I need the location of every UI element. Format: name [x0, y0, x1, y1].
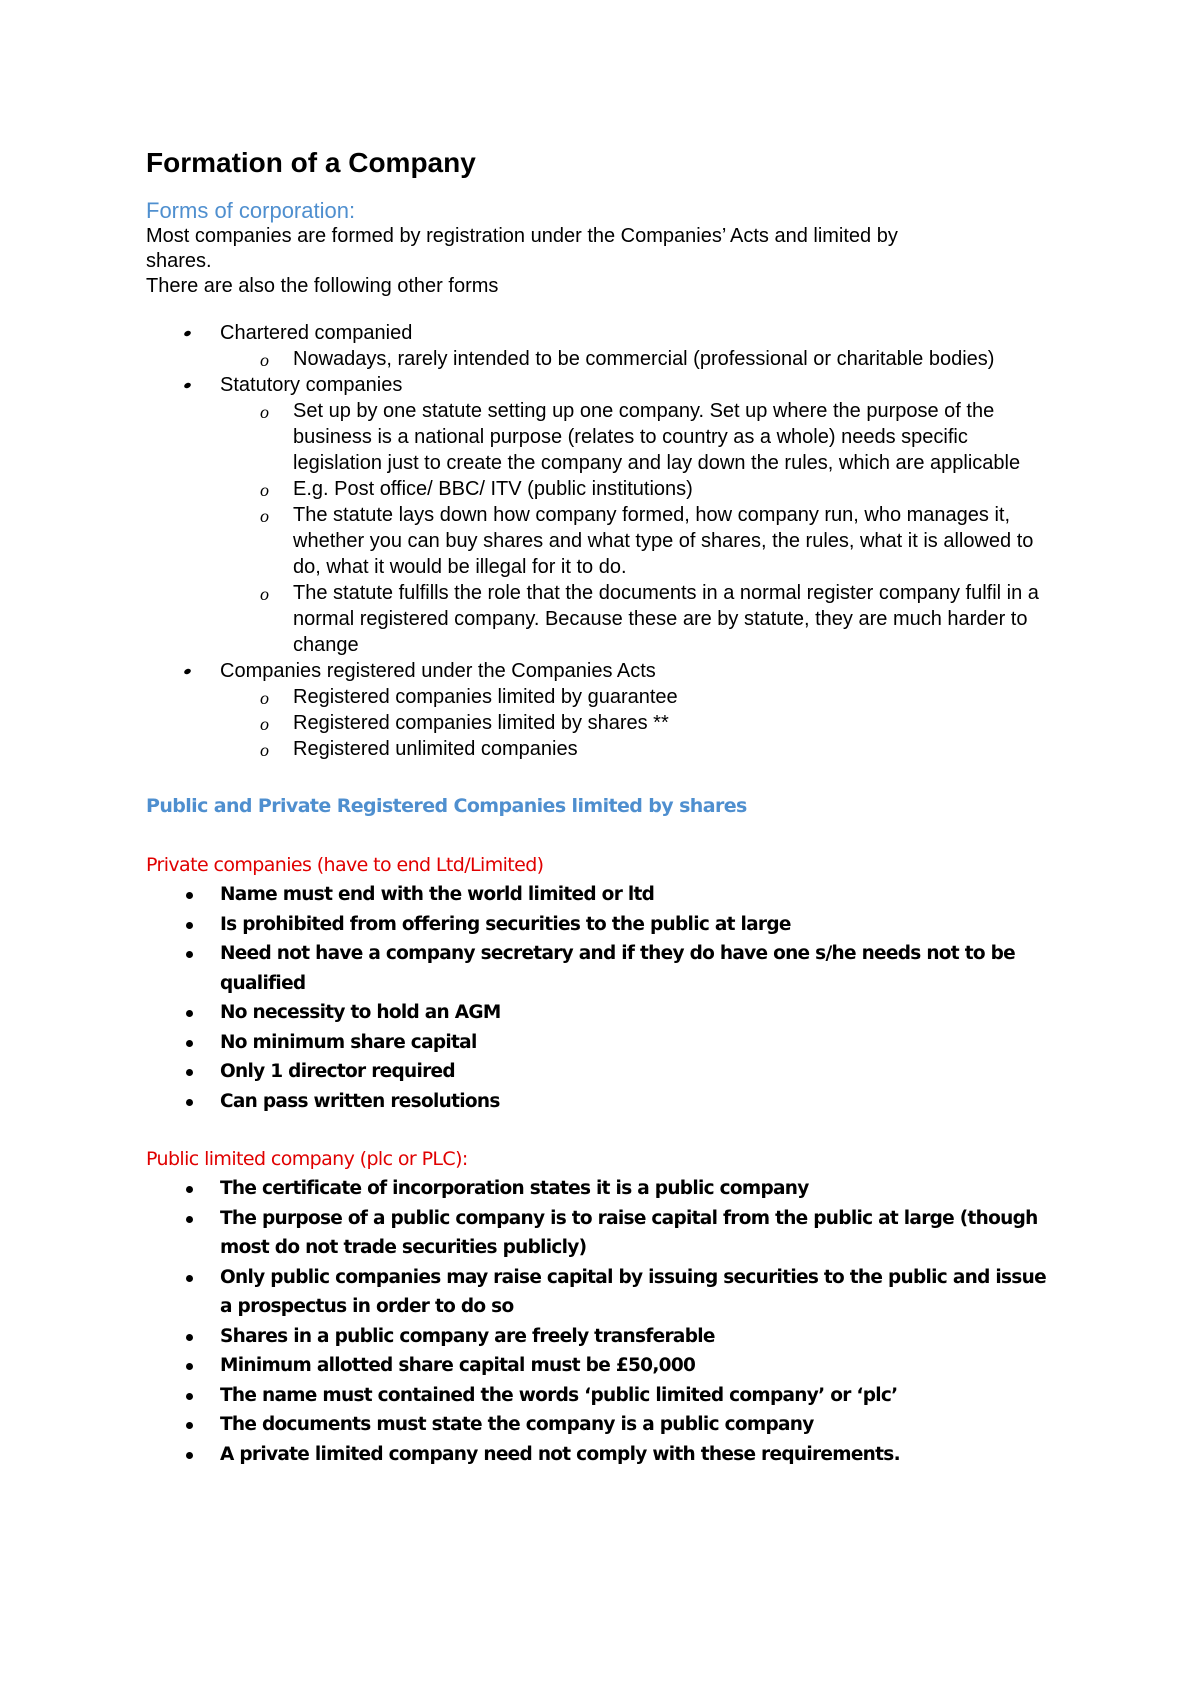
bullet-icon — [186, 922, 193, 929]
public-item: Shares in a public company are freely transferable — [146, 1322, 1056, 1352]
public-list — [146, 1174, 1056, 1469]
form-sublist — [220, 346, 1056, 372]
sub-bullet-icon: o — [260, 350, 269, 370]
intro-line-2: shares. — [146, 250, 212, 272]
form-sublist — [220, 684, 1056, 762]
bullet-icon — [186, 1363, 193, 1370]
intro-line-3: There are also the following other forms — [146, 275, 499, 297]
private-item: Can pass written resolutions — [146, 1087, 1056, 1117]
private-item: No necessity to hold an AGM — [146, 998, 1056, 1028]
private-list — [146, 880, 1056, 1116]
bullet-icon — [186, 1393, 193, 1400]
forms-list — [146, 320, 1056, 762]
bullet-icon — [186, 1422, 193, 1429]
bullet-icon — [186, 1334, 193, 1341]
form-label: Chartered companied — [220, 322, 413, 344]
sub-bullet-icon: o — [260, 506, 269, 526]
private-item: Only 1 director required — [146, 1057, 1056, 1087]
bullet-icon — [186, 892, 193, 899]
form-subitem: o Set up by one statute setting up one company. Set up where the purpose of the business is a national purpose (relates to country as a whole) needs specific legislation just to create the company and lay down the rules, which are applicable — [260, 400, 1021, 474]
bullet-icon — [183, 382, 191, 389]
form-subitem: o Registered unlimited companies — [220, 736, 1056, 762]
private-heading: Private companies (have to end Ltd/Limited) — [146, 854, 544, 876]
bullet-icon — [186, 1099, 193, 1106]
sub-bullet-icon: o — [260, 740, 269, 760]
public-item: Only public companies may raise capital by issuing securities to the public and issue a prospectus in order to do so — [146, 1263, 1056, 1322]
public-heading: Public limited company (plc or PLC): — [146, 1148, 468, 1170]
form-subitem: o Registered companies limited by shares ** — [220, 710, 1056, 736]
bullet-icon — [186, 1452, 193, 1459]
intro-line-1: Most companies are formed by registration under the Companies’ Acts and limited by — [146, 225, 898, 247]
form-label: Statutory companies — [220, 374, 403, 396]
form-item-statutory — [146, 372, 1056, 658]
document-page — [146, 146, 1056, 1469]
bullet-icon — [186, 1010, 193, 1017]
public-item: A private limited company need not comply with these requirements. — [146, 1440, 1056, 1470]
bullet-icon — [186, 1069, 193, 1076]
form-label: Companies registered under the Companies Acts — [220, 660, 656, 682]
bullet-icon — [183, 330, 191, 337]
private-item: No minimum share capital — [146, 1028, 1056, 1058]
form-item-registered — [146, 658, 1056, 762]
form-subitem: o The statute fulfills the role that the documents in a normal register company fulfil in a normal registered company. Because these are by statute, they are much harder to change — [260, 582, 1039, 656]
document-title: Formation of a Company — [146, 147, 476, 178]
form-subitem: o Nowadays, rarely intended to be commercial (professional or charitable bodies) — [220, 346, 1056, 372]
sub-bullet-icon: o — [260, 584, 269, 604]
sub-bullet-icon: o — [260, 480, 269, 500]
sub-bullet-icon: o — [260, 688, 269, 708]
form-subitem: o Registered companies limited by guarantee — [220, 684, 1056, 710]
public-item: The documents must state the company is a public company — [146, 1410, 1056, 1440]
bullet-icon — [186, 1040, 193, 1047]
public-item: The purpose of a public company is to raise capital from the public at large (though most do not trade securities publicly) — [146, 1204, 1056, 1263]
public-item: The name must contained the words ‘public limited company’ or ‘plc’ — [146, 1381, 1056, 1411]
public-private-heading: Public and Private Registered Companies limited by shares — [146, 795, 747, 817]
form-subitem: o E.g. Post office/ BBC/ ITV (public institutions) — [220, 476, 1056, 502]
bullet-icon — [186, 1275, 193, 1282]
private-item: Name must end with the world limited or ltd — [146, 880, 1056, 910]
bullet-icon — [186, 951, 193, 958]
private-item: Is prohibited from offering securities to the public at large — [146, 910, 1056, 940]
private-item: Need not have a company secretary and if they do have one s/he needs not to be qualified — [146, 939, 1056, 998]
bullet-icon — [183, 668, 191, 675]
form-subitem: o The statute lays down how company formed, how company run, who manages it, whether you can buy shares and what type of shares, the rules, what it is allowed to do, what it would be illegal for it to do. — [260, 504, 1034, 578]
form-sublist — [220, 398, 1056, 658]
bullet-icon — [186, 1186, 193, 1193]
forms-heading: Forms of corporation: — [146, 198, 356, 223]
form-item-chartered — [146, 320, 1056, 372]
sub-bullet-icon: o — [260, 402, 269, 422]
public-item: Minimum allotted share capital must be £50,000 — [146, 1351, 1056, 1381]
bullet-icon — [186, 1216, 193, 1223]
sub-bullet-icon: o — [260, 714, 269, 734]
public-item: The certificate of incorporation states it is a public company — [146, 1174, 1056, 1204]
